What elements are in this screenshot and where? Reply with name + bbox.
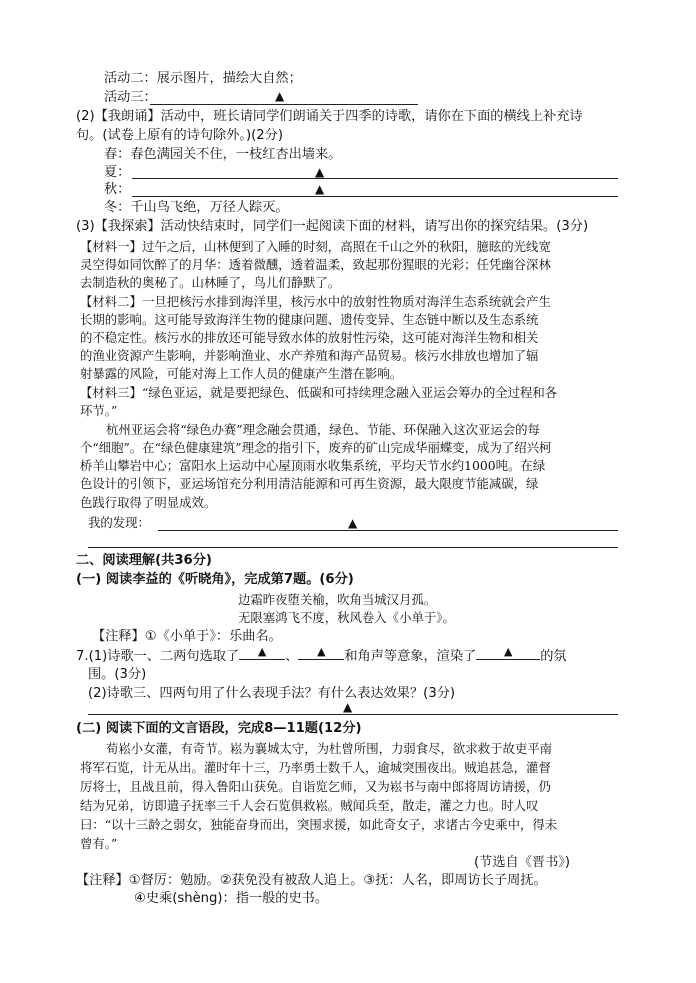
source-note: (节选自《晋书》) [474,855,571,870]
my-finding-label: 我的发现： [88,515,150,530]
q3-prompt: (3)【我探索】活动快结束时，同学们一起阅读下面的材料，请写出你的探究结果。(3分) [76,219,589,234]
classical-text-line: 曰：“以十三龄之弱女，独能奋身而出，突围求援，如此奇女子，求诸古今史乘中，得未 [80,817,558,832]
q2-spring-line: 春：春色满园关不住，一枝红杏出墙来。 [104,147,342,162]
material3-line: 个“细胞”。在“绿色健康建筑”理念的指引下，废弃的矿山完成华丽蝶变，成为了绍兴柯 [80,440,552,455]
material2-line: 长期的影响。这可能导致海洋生物的健康问题、遗传变异、生态链中断以及生态系统 [80,312,539,327]
material2-line: 【材料二】一旦把核污水排到海洋里，核污水中的放射性物质对海洋生态系统就会产生 [80,294,551,309]
material3-line: 桥羊山攀岩中心；富阳水上运动中心屋顶雨水收集系统，平均天节水约1000吨。在绿 [80,458,546,473]
material3-line: 杭州亚运会将“绿色办赛”理念融会贯通，绿色、节能、环保融入这次亚运会的每 [106,422,540,437]
part-one-title: (一) 阅读李益的《听晓角》，完成第7题。(6分) [76,572,354,587]
triangle-marker: ▲ [343,700,353,714]
classical-text-line: 荀崧小女灌，有奇节。崧为襄城太守，为杜曾所围，力弱食尽，欲求救于故吏平南 [106,741,553,756]
answer-line-finding-2[interactable] [88,547,618,548]
q7-part2: (2)诗歌三、四两句用了什么表现手法？有什么表达效果？(3分) [88,686,456,701]
material3-line: 色设计的引领下，亚运场馆充分利用清洁能源和可再生资源，最大限度节能减碳，绿 [80,476,539,491]
q2-prompt-line2: 句。(试卷上原有的诗句除外。)(2分) [76,128,283,143]
classical-text-line: 将军石览，计无从出。灌时年十三，乃率勇士数千人，逾城突围夜出。贼追甚急，灌督 [80,760,551,775]
q7-blank-2[interactable]: ▲ [298,647,344,660]
material1-line: 灵空得如同饮醉了的月华：透着微醺，透着温柔，致起那份猩眼的光彩；任凭幽谷深林 [80,257,551,272]
answer-line-summer[interactable] [132,178,618,179]
q2-summer-label: 夏： [104,165,131,180]
answer-line-autumn[interactable] [132,196,618,197]
q7-part1-cont: 围。(3分) [88,667,147,682]
classical-text-line: 曾有。” [80,836,118,851]
answer-line-q7[interactable] [88,714,618,715]
classical-notes-line1: 【注释】①督厉：勉励。②获免没有被敌人追上。③抚：人名，即周访长子周抚。 [76,873,547,888]
activity-three: 活动三： [104,90,157,105]
q7-part1-line [76,647,567,666]
q7-text-b: 和角声等意象，渲染了 [344,649,477,664]
classical-text-line: 厉将士，且战且前，得入鲁阳山获免。自诣览乞师，又为崧书与南中郎将周访请援，仍 [80,779,551,794]
material3-line: 色践行取得了明显成效。 [80,495,217,510]
q7-sep: 、 [285,649,299,664]
material2-line: 的渔业资源产生影响，并影响渔业、水产养殖和海产品贸易。核污水排放也增加了辐 [80,348,539,363]
triangle-marker: ▲ [315,165,325,179]
q2-winter-line: 冬：千山鸟飞绝，万径人踪灭。 [104,200,289,215]
material1-line: 去制造秋的奥秘了。山林睡了，鸟儿们静默了。 [80,275,341,290]
section-two-title: 二、阅读理解(共36分) [76,553,212,568]
triangle-marker: ▲ [348,516,358,530]
activity-two: 活动二：展示图片，描绘大自然； [104,71,302,86]
triangle-marker: ▲ [315,182,325,196]
material1-line: 【材料一】过午之后，山林便到了入睡的时刻，高照在千山之外的秋阳，臆眩的光线宽 [80,239,551,254]
q7-blank-3[interactable]: ▲ [476,647,540,660]
poem-note: 【注释】①《小单于》：乐曲名。 [92,629,282,644]
triangle-marker: ▲ [275,89,285,103]
answer-line-activity-three[interactable] [150,104,418,105]
q7-text-c: 的氛 [540,649,567,664]
poem-line-2: 无限塞鸿飞不度，秋风卷入《小单于》。 [238,610,455,625]
q2-prompt-line1: (2)【我朗诵】活动中，班长请同学们朗诵关于四季的诗歌，请你在下面的横线上补充诗 [76,109,583,124]
material3-line: 【材料三】“绿色亚运，就是要把绿色、低碳和可持续理念融入亚运会筹办的全过程和各 [80,385,558,400]
poem-line-1: 边霜昨夜堕关榆，吹角当城汉月孤。 [238,592,437,607]
answer-line-finding[interactable] [158,530,618,531]
part-two-title: (二) 阅读下面的文言语段，完成8—11题(12分) [76,721,362,736]
material2-line: 的不稳定性。核污水的排放还可能导致水体的放射性污染，这可能对海洋生物和相关 [80,330,539,345]
q2-autumn-label: 秋： [104,182,131,197]
material2-line: 射暴露的风险，可能对海上工作人员的健康产生潜在影响。 [80,366,403,381]
material3-line: 环节。” [80,403,118,418]
q7-text-a: 7.(1)诗歌一、二两句选取了 [76,649,240,664]
classical-text-line: 结为兄弟，访即遣子抚率三千人会石览俱救崧。贼闻兵至，散走，灌之力也。时人叹 [80,798,539,813]
classical-notes-line2: ④史乘(shèng)：指一般的史书。 [134,891,329,906]
q7-blank-1[interactable]: ▲ [239,647,285,660]
